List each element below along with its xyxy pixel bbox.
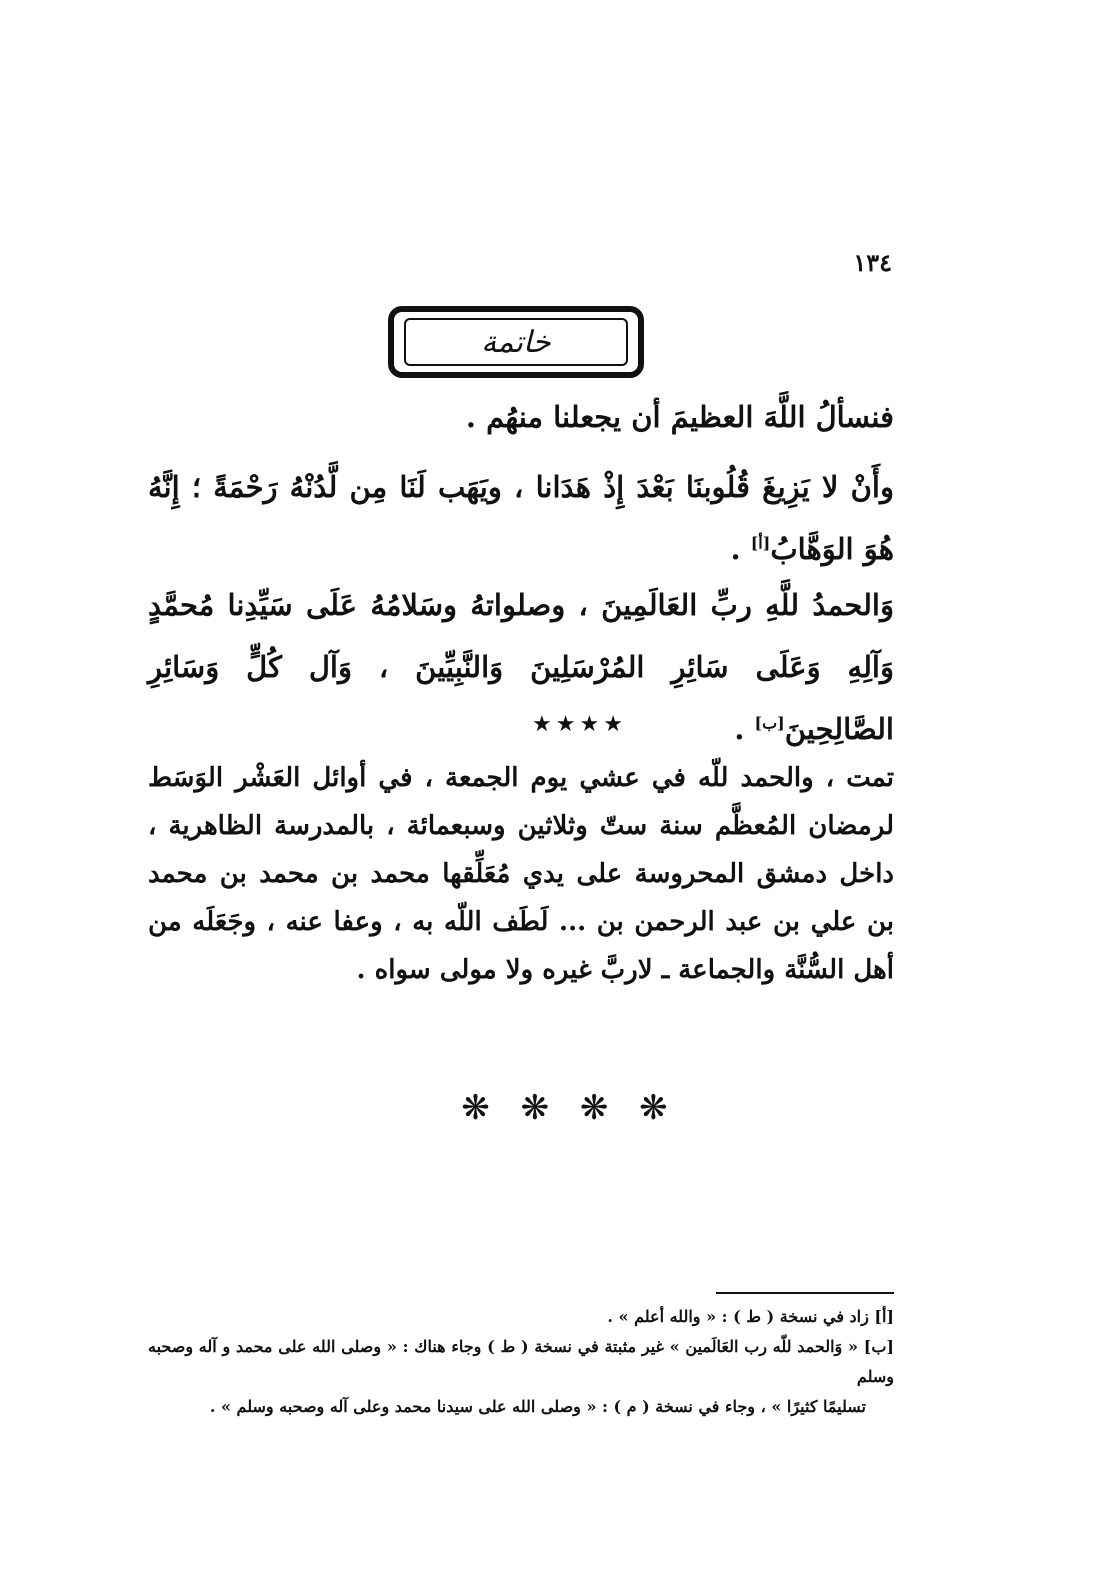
paragraph-quran-verse-end: . <box>730 532 751 566</box>
footnote-b-line2: تسليمًا كثيرًا » ، وجاء في نسخة ( م ) : « وصلى الله على سيدنا محمد وعلى آله وصحبه وسلم » . <box>209 1397 866 1416</box>
footnote-b-line1: [ب] « وَالحمد للّه رب العَالَمين » غير مثبتة في نسخة ( ط ) وجاء هناك : « وصلى الله على محمد و آله وصحبه وسلم <box>148 1337 894 1386</box>
separator-stars-small: ★★★★ <box>532 712 627 737</box>
chapter-title-frame <box>388 306 644 378</box>
footnotes-block <box>148 1302 894 1422</box>
chapter-title: خاتمة <box>481 324 551 360</box>
footnote-ref-b[interactable]: [ب] <box>754 713 785 733</box>
footnote-a: [أ] زاد في نسخة ( ط ) : « والله أعلم » . <box>607 1307 894 1326</box>
paragraph-quran-verse <box>148 456 894 580</box>
separator-stars-large: ❋ ❋ ❋ ❋ <box>461 1088 678 1128</box>
paragraph-praise-text: وَالحمدُ للَّهِ ربِّ العَالَمِينَ ، وصلواتهُ وسَلامُهُ عَلَى سَيِّدِنا مُحمَّدٍ وَآلِهِ وَعَلَى سَائِرِ المُرْسَلِينَ وَالنَّبِيِّينَ ، وَآل كُلٍّ وَسَائِرِ الصَّالِحِينَ <box>148 588 894 746</box>
colophon-paragraph: تمت ، والحمد للّه في عشي يوم الجمعة ، في أوائل العَشْر الوَسَط لرمضان المُعظَّم سنة ستّ وثلاثين وسبعمائة ، بالمدرسة الظاهرية ، داخل دمشق المحروسة على يدي مُعَلِّقها محمد بن محمد بن محمد بن علي بن عبد الرحمن بن ... لَطَف اللّه به ، وعفا عنه ، وجَعَلَه من أهل السُّنَّة والجماعة ـ لاربَّ غيره ولا مولى سواه . <box>148 763 894 985</box>
footnote-ref-a[interactable]: [أ] <box>750 533 771 553</box>
chapter-title-inner-frame <box>404 318 628 366</box>
paragraph-supplication-text: فنسألُ اللَّهَ العظيمَ أن يجعلنا منهُم . <box>465 400 894 434</box>
paragraph-supplication <box>148 386 894 448</box>
footnote-divider <box>716 1292 894 1294</box>
paragraph-quran-verse-text: وأَنْ لا يَزِيغَ قُلُوبنَا بَعْدَ إِذْ هَدَانا ، ويَهَب لَنَا مِن لَّدُنْهُ رَحْمَةً ؛ إِنَّهُ هُوَ الوَهَّابُ <box>148 470 894 566</box>
paragraph-praise-end: . <box>734 712 755 746</box>
page-number: ١٣٤ <box>853 248 892 277</box>
